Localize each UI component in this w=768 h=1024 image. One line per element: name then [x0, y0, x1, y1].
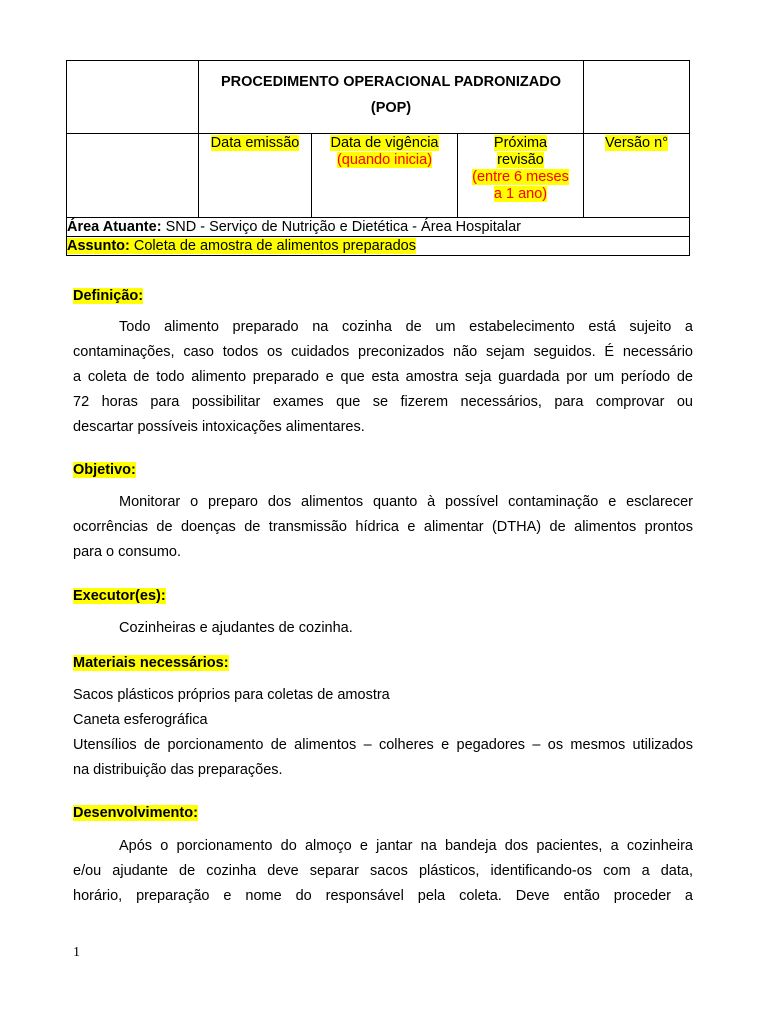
- data-vigencia-cell: Data de vigência (quando inicia): [312, 134, 458, 218]
- blank-cell: [584, 61, 690, 134]
- executor-text: Cozinheiras e ajudantes de cozinha.: [119, 620, 353, 636]
- list-item: na distribuição das preparações.: [73, 762, 283, 778]
- area-atuante-row: Área Atuante: SND - Serviço de Nutrição e Dietética - Área Hospitalar: [67, 218, 690, 237]
- page-number: 1: [73, 945, 80, 960]
- objetivo-heading: Objetivo:: [73, 462, 136, 478]
- desenvolvimento-heading: Desenvolvimento:: [73, 805, 198, 821]
- blank-cell-left: [67, 134, 199, 218]
- definicao-paragraph: Todo alimento preparado na cozinha de um estabelecimento está sujeito a contaminações, caso todos os cuidados preconizados não sejam seguidos. É necessário a coleta de todo alimento preparado e que esta amostra seja guardada por um período de 72 horas para possibilitar exames que se fizerem necessários, para comprovar ou descartar possíveis intoxicações alimentares.: [73, 319, 693, 435]
- proxima-revisao-cell: Próxima revisão (entre 6 meses a 1 ano): [458, 134, 584, 218]
- pop-header-table: [66, 60, 690, 256]
- objetivo-paragraph: Monitorar o preparo dos alimentos quanto à possível contaminação e esclarecer ocorrências de doenças de transmissão hídrica e alimentar (DTHA) de alimentos prontos para o consumo.: [73, 494, 693, 560]
- data-emissao-cell: Data emissão: [199, 134, 312, 218]
- desenvolvimento-paragraph: Após o porcionamento do almoço e jantar na bandeja dos pacientes, a cozinheira e/ou ajudante de cozinha deve separar sacos plásticos, identificando-os com a data, horário, preparação e nome do responsável pela coleta. Deve então proceder a: [73, 838, 693, 904]
- list-item: Utensílios de porcionamento de alimentos – colheres e pegadores – os mesmos utilizados: [73, 737, 693, 753]
- materiais-heading: Materiais necessários:: [73, 655, 229, 671]
- assunto-row: Assunto: Coleta de amostra de alimentos preparados: [67, 237, 690, 256]
- list-item: Sacos plásticos próprios para coletas de amostra: [73, 687, 390, 703]
- executor-heading: Executor(es):: [73, 588, 166, 604]
- versao-cell: Versão n°: [584, 134, 690, 218]
- materiais-list: [73, 683, 693, 783]
- definicao-heading: Definição:: [73, 288, 144, 304]
- list-item: Caneta esferográfica: [73, 712, 208, 728]
- document-title: PROCEDIMENTO OPERACIONAL PADRONIZADO (POP): [199, 61, 584, 134]
- logo-cell: [67, 61, 199, 134]
